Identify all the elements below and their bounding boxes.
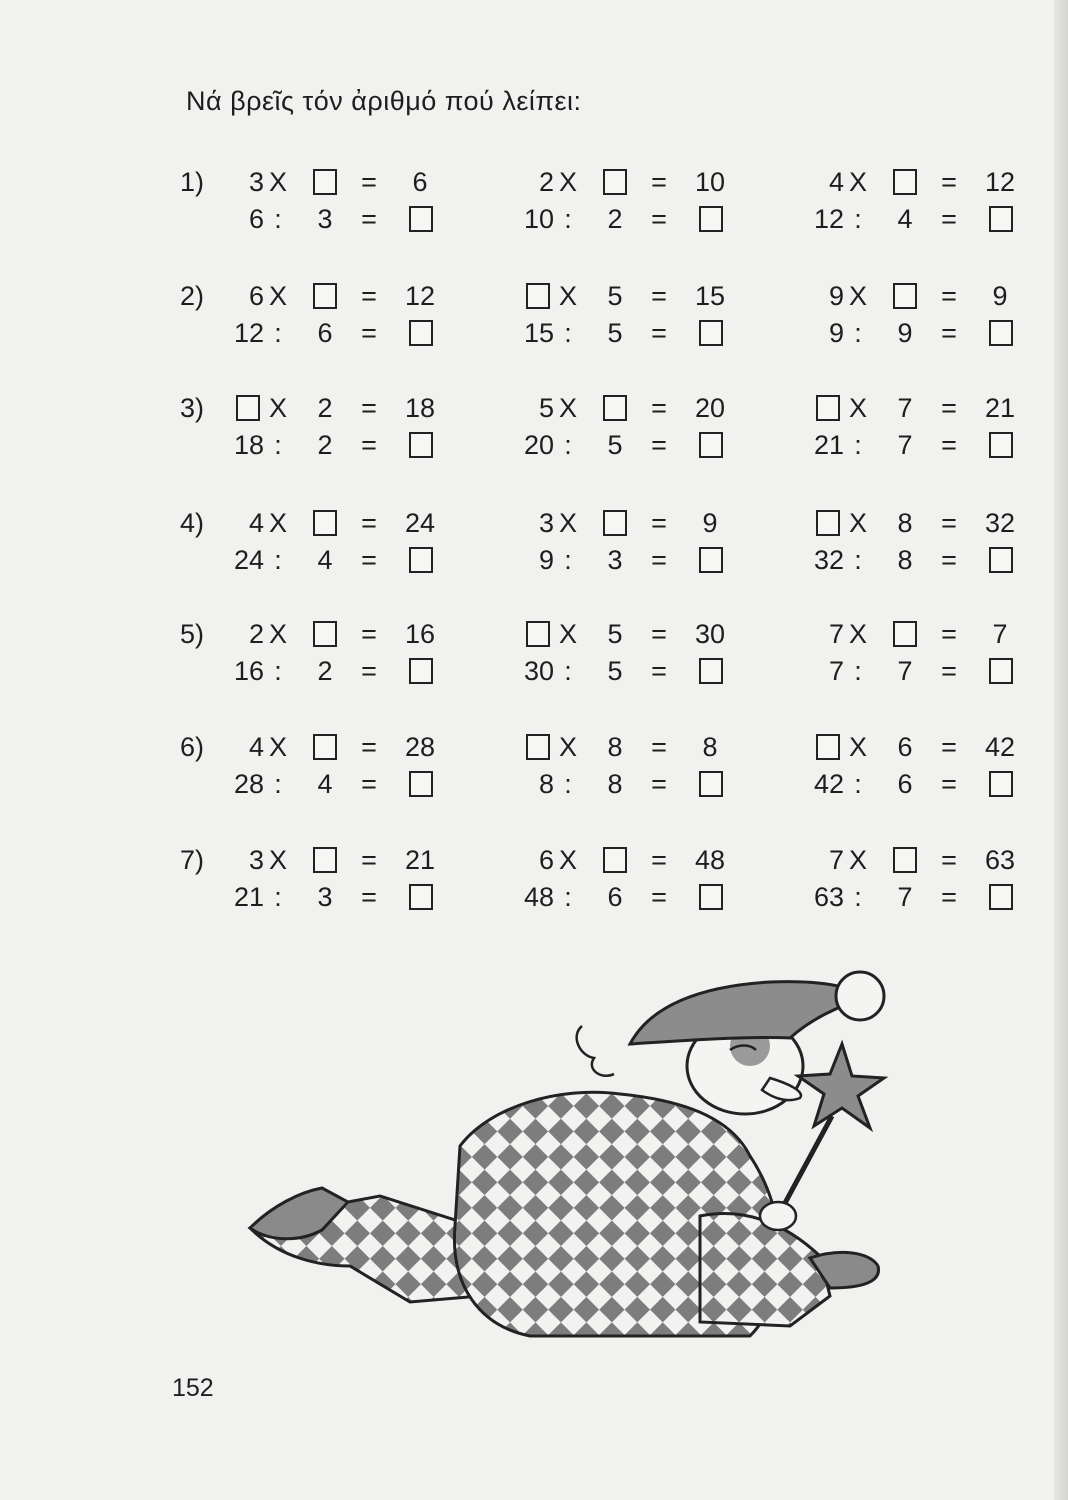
operand: 32 (813, 545, 844, 575)
answer-box[interactable] (603, 847, 627, 873)
result: 18 (404, 393, 436, 423)
operand: 12 (233, 318, 264, 348)
answer-box[interactable] (603, 395, 627, 421)
operand: 6 (248, 281, 264, 311)
operand: 4 (897, 204, 913, 234)
operand: 2 (607, 204, 623, 234)
clown-hat (630, 982, 870, 1044)
equals-symbol: = (361, 882, 377, 912)
operand: 3 (248, 845, 264, 875)
answer-box[interactable] (989, 432, 1013, 458)
operand: 9 (828, 281, 844, 311)
equals-symbol: = (941, 732, 957, 762)
operand: 8 (897, 545, 913, 575)
operand: 5 (607, 318, 623, 348)
operand: 6 (897, 769, 913, 799)
result: 24 (404, 508, 436, 538)
divide-symbol: : (854, 318, 862, 348)
answer-box[interactable] (409, 206, 433, 232)
answer-box[interactable] (699, 547, 723, 573)
exercise-number: 6) (180, 732, 205, 762)
result: 9 (992, 281, 1008, 311)
exercise-number: 3) (180, 393, 205, 423)
divide-symbol: : (564, 545, 572, 575)
operand: 4 (317, 545, 333, 575)
times-symbol: X (558, 508, 577, 538)
times-symbol: X (268, 732, 287, 762)
clown-right-leg (700, 1214, 830, 1326)
equals-symbol: = (361, 732, 377, 762)
equals-symbol: = (941, 204, 957, 234)
answer-box[interactable] (313, 621, 337, 647)
equals-symbol: = (361, 619, 377, 649)
equals-symbol: = (651, 845, 667, 875)
equals-symbol: = (651, 619, 667, 649)
exercise-row-7-division (0, 877, 1068, 917)
result: 12 (984, 167, 1016, 197)
answer-box[interactable] (989, 547, 1013, 573)
times-symbol: X (848, 619, 867, 649)
operand: 7 (897, 393, 913, 423)
clown-hat-pompom (836, 972, 884, 1020)
result: 21 (984, 393, 1016, 423)
equals-symbol: = (361, 393, 377, 423)
divide-symbol: : (564, 204, 572, 234)
operand: 3 (317, 882, 333, 912)
operand: 2 (538, 167, 554, 197)
answer-box[interactable] (526, 283, 550, 309)
answer-box[interactable] (816, 395, 840, 421)
divide-symbol: : (274, 318, 282, 348)
equals-symbol: = (651, 656, 667, 686)
divide-symbol: : (274, 430, 282, 460)
equals-symbol: = (941, 508, 957, 538)
operand: 10 (523, 204, 554, 234)
answer-box[interactable] (236, 395, 260, 421)
equals-symbol: = (941, 318, 957, 348)
exercise-row-7-multiplication (0, 840, 1068, 880)
answer-box[interactable] (409, 658, 433, 684)
answer-box[interactable] (893, 169, 917, 195)
answer-box[interactable] (699, 320, 723, 346)
answer-box[interactable] (409, 771, 433, 797)
operand: 8 (897, 508, 913, 538)
divide-symbol: : (274, 656, 282, 686)
operand: 28 (233, 769, 264, 799)
result: 63 (984, 845, 1016, 875)
operand: 6 (897, 732, 913, 762)
operand: 18 (233, 430, 264, 460)
equals-symbol: = (651, 167, 667, 197)
divide-symbol: : (564, 769, 572, 799)
operand: 16 (233, 656, 264, 686)
operand: 7 (828, 619, 844, 649)
equals-symbol: = (361, 845, 377, 875)
exercise-number: 4) (180, 508, 205, 538)
answer-box[interactable] (526, 621, 550, 647)
times-symbol: X (268, 508, 287, 538)
answer-box[interactable] (409, 320, 433, 346)
equals-symbol: = (361, 508, 377, 538)
exercise-row-6-multiplication (0, 727, 1068, 767)
equals-symbol: = (651, 430, 667, 460)
operand: 24 (233, 545, 264, 575)
operand: 3 (317, 204, 333, 234)
operand: 6 (607, 882, 623, 912)
page-number: 152 (172, 1374, 214, 1402)
wand-stick (778, 1116, 832, 1216)
operand: 6 (248, 204, 264, 234)
divide-symbol: : (564, 656, 572, 686)
exercise-row-4-division (0, 540, 1068, 580)
divide-symbol: : (564, 318, 572, 348)
answer-box[interactable] (989, 884, 1013, 910)
operand: 8 (538, 769, 554, 799)
divide-symbol: : (854, 882, 862, 912)
equals-symbol: = (361, 204, 377, 234)
equals-symbol: = (941, 545, 957, 575)
operand: 5 (607, 656, 623, 686)
divide-symbol: : (564, 430, 572, 460)
operand: 4 (248, 508, 264, 538)
answer-box[interactable] (699, 432, 723, 458)
result: 21 (404, 845, 436, 875)
equals-symbol: = (651, 882, 667, 912)
answer-box[interactable] (313, 734, 337, 760)
answer-box[interactable] (989, 771, 1013, 797)
result: 28 (404, 732, 436, 762)
clown-hair (577, 1026, 614, 1076)
times-symbol: X (268, 167, 287, 197)
operand: 42 (813, 769, 844, 799)
operand: 7 (828, 845, 844, 875)
divide-symbol: : (854, 204, 862, 234)
times-symbol: X (558, 619, 577, 649)
equals-symbol: = (941, 882, 957, 912)
divide-symbol: : (854, 769, 862, 799)
answer-box[interactable] (526, 734, 550, 760)
equals-symbol: = (941, 845, 957, 875)
times-symbol: X (558, 393, 577, 423)
operand: 48 (523, 882, 554, 912)
answer-box[interactable] (699, 658, 723, 684)
operand: 8 (607, 769, 623, 799)
answer-box[interactable] (699, 206, 723, 232)
divide-symbol: : (854, 545, 862, 575)
times-symbol: X (558, 281, 577, 311)
equals-symbol: = (651, 281, 667, 311)
equals-symbol: = (941, 619, 957, 649)
operand: 5 (538, 393, 554, 423)
equals-symbol: = (651, 732, 667, 762)
operand: 20 (523, 430, 554, 460)
result: 20 (694, 393, 726, 423)
exercise-number: 5) (180, 619, 205, 649)
answer-box[interactable] (313, 283, 337, 309)
operand: 9 (538, 545, 554, 575)
result: 12 (404, 281, 436, 311)
result: 10 (694, 167, 726, 197)
result: 8 (702, 732, 718, 762)
exercise-row-5-multiplication (0, 614, 1068, 654)
divide-symbol: : (854, 656, 862, 686)
equals-symbol: = (941, 656, 957, 686)
times-symbol: X (558, 845, 577, 875)
exercise-row-2-division (0, 313, 1068, 353)
operand: 5 (607, 619, 623, 649)
answer-box[interactable] (313, 169, 337, 195)
times-symbol: X (268, 619, 287, 649)
operand: 2 (248, 619, 264, 649)
exercise-row-5-division (0, 651, 1068, 691)
operand: 9 (897, 318, 913, 348)
result: 6 (412, 167, 428, 197)
answer-box[interactable] (893, 621, 917, 647)
operand: 5 (607, 281, 623, 311)
operand: 3 (607, 545, 623, 575)
equals-symbol: = (941, 281, 957, 311)
times-symbol: X (268, 393, 287, 423)
operand: 7 (828, 656, 844, 686)
divide-symbol: : (274, 882, 282, 912)
result: 7 (992, 619, 1008, 649)
equals-symbol: = (941, 430, 957, 460)
answer-box[interactable] (313, 510, 337, 536)
operand: 21 (233, 882, 264, 912)
operand: 2 (317, 656, 333, 686)
operand: 7 (897, 656, 913, 686)
equals-symbol: = (941, 393, 957, 423)
operand: 4 (828, 167, 844, 197)
operand: 15 (523, 318, 554, 348)
operand: 6 (317, 318, 333, 348)
times-symbol: X (848, 732, 867, 762)
answer-box[interactable] (989, 658, 1013, 684)
result: 9 (702, 508, 718, 538)
divide-symbol: : (274, 545, 282, 575)
times-symbol: X (848, 281, 867, 311)
answer-box[interactable] (699, 884, 723, 910)
operand: 21 (813, 430, 844, 460)
equals-symbol: = (941, 167, 957, 197)
operand: 12 (813, 204, 844, 234)
operand: 4 (317, 769, 333, 799)
equals-symbol: = (651, 545, 667, 575)
equals-symbol: = (651, 318, 667, 348)
times-symbol: X (268, 281, 287, 311)
operand: 5 (607, 430, 623, 460)
answer-box[interactable] (313, 847, 337, 873)
operand: 3 (538, 508, 554, 538)
answer-box[interactable] (989, 320, 1013, 346)
clown-hand (760, 1202, 796, 1230)
equals-symbol: = (361, 769, 377, 799)
divide-symbol: : (854, 430, 862, 460)
equals-symbol: = (651, 769, 667, 799)
answer-box[interactable] (699, 771, 723, 797)
equals-symbol: = (941, 769, 957, 799)
answer-box[interactable] (989, 206, 1013, 232)
divide-symbol: : (564, 882, 572, 912)
equals-symbol: = (651, 204, 667, 234)
operand: 7 (897, 882, 913, 912)
operand: 2 (317, 430, 333, 460)
answer-box[interactable] (893, 283, 917, 309)
operand: 7 (897, 430, 913, 460)
equals-symbol: = (361, 167, 377, 197)
operand: 2 (317, 393, 333, 423)
answer-box[interactable] (409, 884, 433, 910)
times-symbol: X (558, 732, 577, 762)
operand: 6 (538, 845, 554, 875)
harlequin-clown-with-star-wand-icon (230, 966, 910, 1356)
answer-box[interactable] (816, 510, 840, 536)
instruction-heading: Νά βρεῖς τόν ἀριθμό πού λείπει: (186, 86, 582, 116)
equals-symbol: = (361, 656, 377, 686)
times-symbol: X (848, 508, 867, 538)
exercise-row-1-division (0, 199, 1068, 239)
answer-box[interactable] (409, 432, 433, 458)
result: 30 (694, 619, 726, 649)
operand: 30 (523, 656, 554, 686)
equals-symbol: = (651, 393, 667, 423)
result: 32 (984, 508, 1016, 538)
exercise-row-3-multiplication (0, 388, 1068, 428)
answer-box[interactable] (603, 169, 627, 195)
result: 42 (984, 732, 1016, 762)
result: 48 (694, 845, 726, 875)
answer-box[interactable] (409, 547, 433, 573)
times-symbol: X (848, 845, 867, 875)
answer-box[interactable] (603, 510, 627, 536)
exercise-number: 7) (180, 845, 205, 875)
exercise-row-6-division (0, 764, 1068, 804)
exercise-row-3-division (0, 425, 1068, 465)
operand: 3 (248, 167, 264, 197)
operand: 8 (607, 732, 623, 762)
operand: 63 (813, 882, 844, 912)
equals-symbol: = (361, 545, 377, 575)
times-symbol: X (848, 167, 867, 197)
exercise-row-4-multiplication (0, 503, 1068, 543)
equals-symbol: = (651, 508, 667, 538)
times-symbol: X (848, 393, 867, 423)
equals-symbol: = (361, 430, 377, 460)
exercise-number: 2) (180, 281, 205, 311)
result: 16 (404, 619, 436, 649)
equals-symbol: = (361, 318, 377, 348)
answer-box[interactable] (893, 847, 917, 873)
equals-symbol: = (361, 281, 377, 311)
exercise-row-1-multiplication (0, 162, 1068, 202)
exercise-number: 1) (180, 167, 205, 197)
times-symbol: X (558, 167, 577, 197)
result: 15 (694, 281, 726, 311)
operand: 4 (248, 732, 264, 762)
times-symbol: X (268, 845, 287, 875)
exercise-row-2-multiplication (0, 276, 1068, 316)
operand: 9 (828, 318, 844, 348)
divide-symbol: : (274, 769, 282, 799)
divide-symbol: : (274, 204, 282, 234)
star-wand-icon (798, 1044, 884, 1128)
answer-box[interactable] (816, 734, 840, 760)
